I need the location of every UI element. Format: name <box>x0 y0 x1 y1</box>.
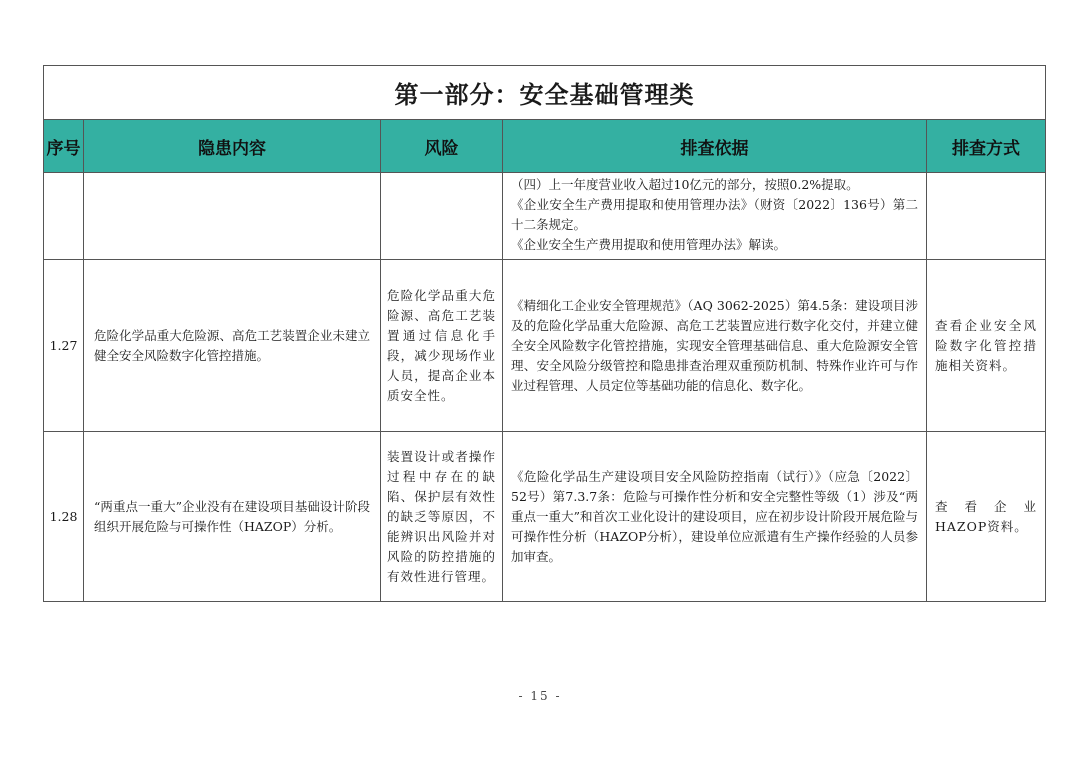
header-basis: 排查依据 <box>503 120 927 173</box>
table-row <box>44 260 1046 432</box>
header-method: 排查方式 <box>927 120 1046 173</box>
basis-line: 《企业安全生产费用提取和使用管理办法》解读。 <box>511 237 787 252</box>
row-risk: 危险化学品重大危险源、高危工艺装置通过信息化手段，减少现场作业人员，提高企业本质安全性。 <box>381 260 503 432</box>
section-title: 第一部分：安全基础管理类 <box>44 66 1046 120</box>
header-risk: 风险 <box>381 120 503 173</box>
row-risk: 装置设计或者操作过程中存在的缺陷、保护层有效性的缺乏等原因，不能辨识出风险并对风险的防控措施的有效性进行管理。 <box>381 432 503 602</box>
basis-line: （四）上一年度营业收入超过10亿元的部分，按照0.2%提取。 <box>511 177 859 192</box>
row-risk <box>381 173 503 260</box>
row-basis <box>503 173 927 260</box>
table-row <box>44 432 1046 602</box>
row-content: “两重点一重大”企业没有在建设项目基础设计阶段组织开展危险与可操作性（HAZOP）分析。 <box>84 432 381 602</box>
header-no: 序号 <box>44 120 84 173</box>
table-row-continued <box>44 173 1046 260</box>
row-basis: 《精细化工企业安全管理规范》（AQ 3062-2025）第4.5条：建设项目涉及的危险化学品重大危险源、高危工艺装置应进行数字化交付，并建立健全安全风险数字化管控措施，实现安全管理基础信息、重大危险源安全管理、安全风险分级管控和隐患排查治理双重预防机制、特殊作业许可与作业过程管理、人员定位等基础功能的信息化、数字化。 <box>503 260 927 432</box>
page-number: - 15 - <box>518 689 562 703</box>
row-method: 查看企业安全风险数字化管控措施相关资料。 <box>927 260 1046 432</box>
header-content: 隐患内容 <box>84 120 381 173</box>
header-row <box>44 120 1046 173</box>
row-basis: 《危险化学品生产建设项目安全风险防控指南（试行）》（应急〔2022〕52号）第7.3.7条：危险与可操作性分析和安全完整性等级（1）涉及“两重点一重大”和首次工业化设计的建设项目，应在初步设计阶段开展危险与可操作性分析（HAZOP分析），建设单位应派遣有生产操作经验的人员参加审查。 <box>503 432 927 602</box>
row-method: 查看企业HAZOP资料。 <box>927 432 1046 602</box>
checklist-table <box>43 65 1046 602</box>
row-number: 1.28 <box>44 432 84 602</box>
row-number: 1.27 <box>44 260 84 432</box>
row-number <box>44 173 84 260</box>
row-content: 危险化学品重大危险源、高危工艺装置企业未建立健全安全风险数字化管控措施。 <box>84 260 381 432</box>
basis-line: 《企业安全生产费用提取和使用管理办法》（财资〔2022〕136号）第二十二条规定。 <box>511 197 918 232</box>
row-content <box>84 173 381 260</box>
row-method <box>927 173 1046 260</box>
